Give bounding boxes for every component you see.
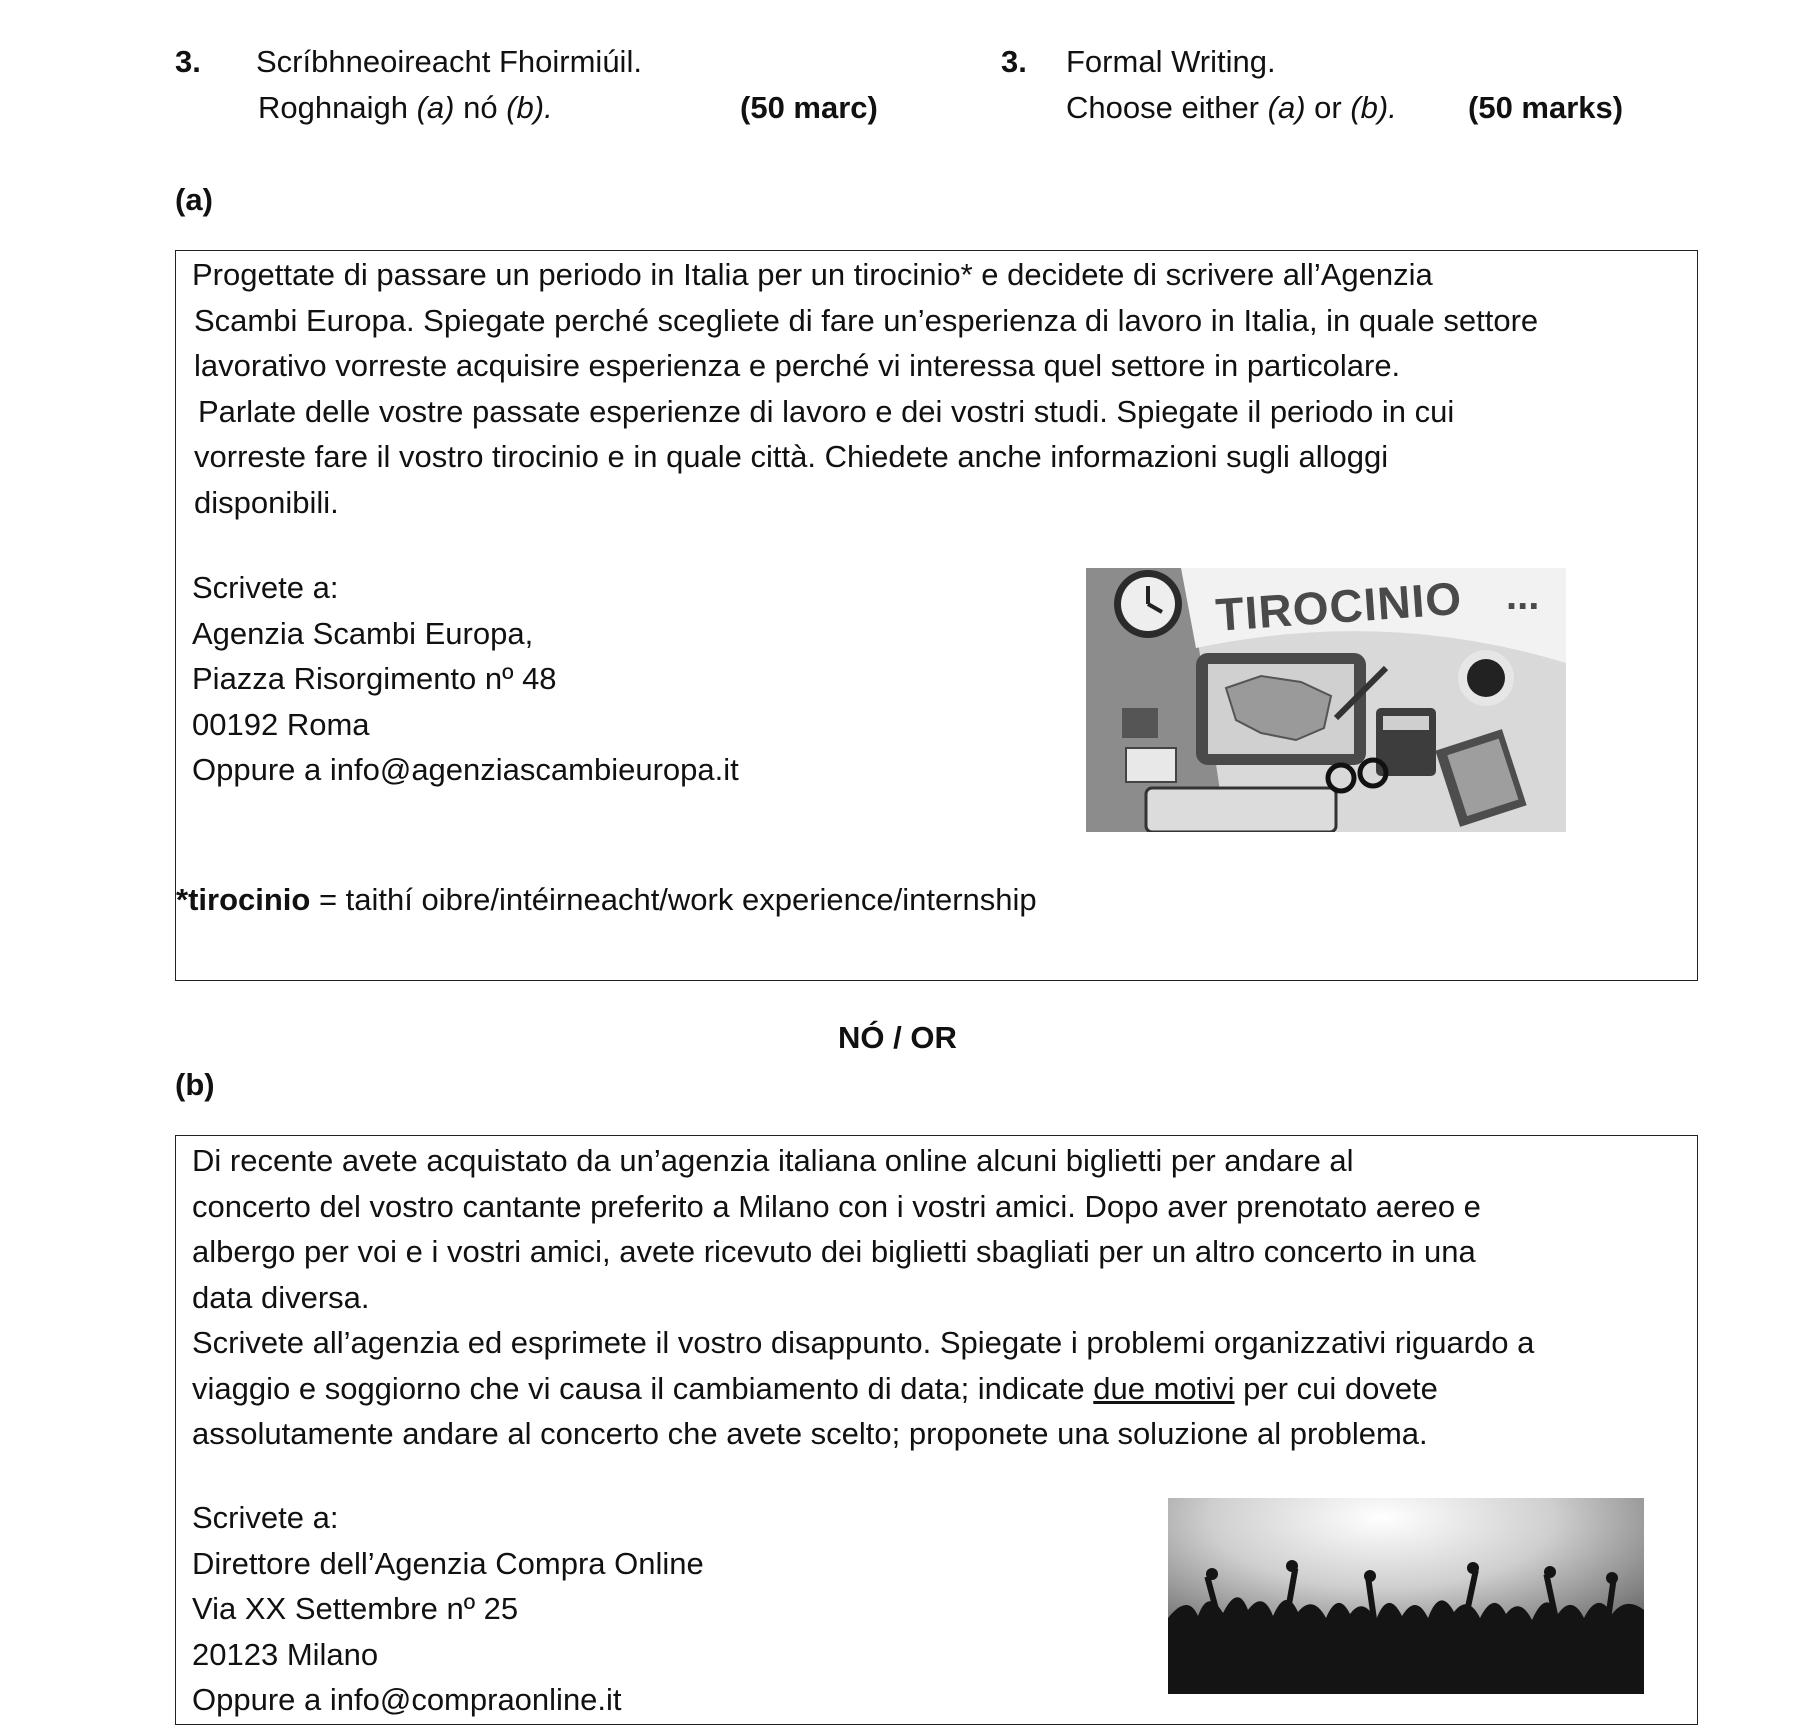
question-title-ga: Scríbhneoireacht Fhoirmiúil. [256, 44, 642, 79]
or-divider: NÓ / OR [838, 1020, 957, 1055]
concert-photo [1168, 1498, 1644, 1694]
section-a-address [192, 565, 739, 793]
concert-crowd-icon [1168, 1498, 1644, 1694]
footnote [176, 882, 1037, 918]
prompt-line: concerto del vostro cantante preferito a Milano con i vostri amici. Dopo aver prenotato aereo e [192, 1188, 1481, 1224]
section-b-address [192, 1495, 704, 1723]
question-number-en: 3. [1001, 44, 1027, 79]
address-line: Direttore dell’Agenzia Compra Online [192, 1545, 704, 1581]
tirocinio-image-dots: ... [1506, 574, 1540, 618]
tirocinio-image-title: TIROCINIO [1214, 571, 1464, 641]
footnote-text: = taithí oibre/intéirneacht/work experience/internship [310, 882, 1037, 917]
section-b-prompt [192, 1138, 1534, 1457]
address-line: 00192 Roma [192, 706, 370, 742]
address-line: Oppure a info@compraonline.it [192, 1682, 622, 1717]
prompt-line: data diversa. [192, 1279, 370, 1315]
prompt-line: viaggio e soggiorno che vi causa il cambiamento di data; indicate due motivi per cui dovete [192, 1370, 1438, 1406]
footnote-term: *tirocinio [176, 882, 311, 917]
address-line: Piazza Risorgimento nº 48 [192, 661, 557, 696]
prompt-line: Parlate delle vostre passate esperienze di lavoro e dei vostri studi. Spiegate il periodo in cui [198, 393, 1455, 429]
address-line: Oppure a info@agenziascambieuropa.it [192, 752, 739, 787]
choose-instruction-en: Choose either (a) or (b). [1066, 90, 1397, 125]
address-line: Agenzia Scambi Europa, [192, 615, 534, 651]
marks-ga: (50 marc) [740, 90, 878, 125]
underlined-phrase: due motivi [1093, 1370, 1235, 1406]
choose-instruction-ga: Roghnaigh (a) nó (b). [258, 90, 553, 125]
prompt-line: albergo per voi e i vostri amici, avete ricevuto dei biglietti sbagliati per un altro concerto in una [192, 1234, 1476, 1269]
address-line: Scrivete a: [192, 570, 339, 605]
prompt-line: lavorativo vorreste acquisire esperienza e perché vi interessa quel settore in particolare. [194, 348, 1401, 383]
section-b-label: (b) [175, 1067, 215, 1102]
prompt-line: disponibili. [194, 484, 339, 520]
address-line: 20123 Milano [192, 1636, 379, 1672]
prompt-line: Scambi Europa. Spiegate perché scegliete di fare un’esperienza di lavoro in Italia, in quale settore [194, 302, 1539, 338]
tirocinio-illustration [1086, 568, 1566, 832]
question-number-ga: 3. [175, 44, 201, 79]
address-line: Scrivete a: [192, 1500, 339, 1535]
prompt-line: assolutamente andare al concerto che avete scelto; proponete una soluzione al problema. [192, 1416, 1428, 1451]
question-title-en: Formal Writing. [1066, 44, 1276, 79]
prompt-line: vorreste fare il vostro tirocinio e in quale città. Chiedete anche informazioni sugli alloggi [194, 439, 1389, 474]
section-a-prompt [192, 252, 1538, 525]
section-a-label: (a) [175, 182, 213, 217]
marks-en: (50 marks) [1468, 90, 1624, 125]
prompt-line: Scrivete all’agenzia ed esprimete il vostro disappunto. Spiegate i problemi organizzativi riguardo a [192, 1325, 1535, 1360]
prompt-line: Di recente avete acquistato da un’agenzia italiana online alcuni biglietti per andare al [192, 1143, 1354, 1178]
prompt-line: Progettate di passare un periodo in Italia per un tirocinio* e decidete di scrivere all’Agenzia [192, 257, 1433, 292]
address-line: Via XX Settembre nº 25 [192, 1591, 519, 1626]
